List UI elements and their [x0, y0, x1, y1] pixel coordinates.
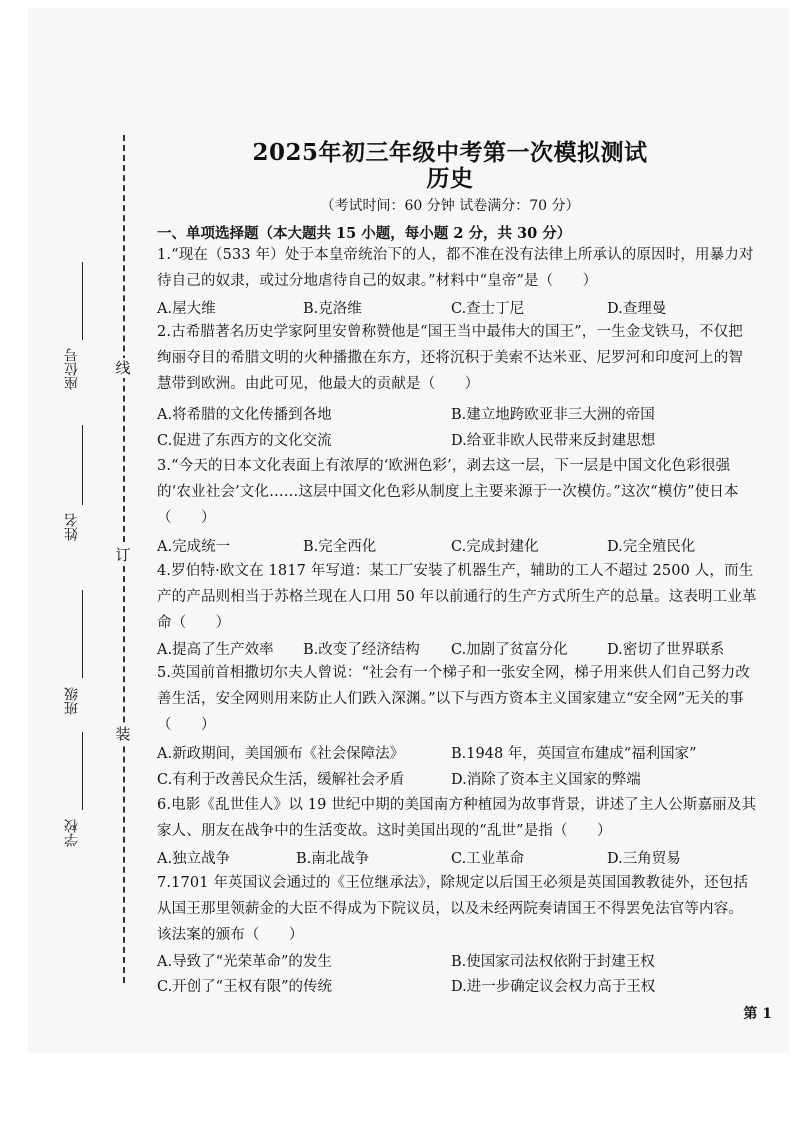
question-5-stem: 5.英国前首相撒切尔夫人曾说：“社会有一个梯子和一张安全网，梯子用来供人们自己努力改善生活，安全网则用来防止人们跌入深渊。”以下与西方资本主义国家建立“安全网”无关的事（ ） [157, 665, 751, 733]
question-2-stem: 2.古希腊著名历史学家阿里安曾称赞他是“国王当中最伟大的国王”，一生金戈铁马，不仅把绚丽夺目的希腊文明的火种播撒在东方，还将沉积于美索不达米亚、尼罗河和印度河上的智慧带到欧洲。由此可见，他最大的贡献是（ ） [157, 324, 743, 392]
exam-title: 2025年初三年级中考第一次模拟测试 [252, 139, 648, 166]
question-3-option-d[interactable]: D.完全殖民化 [607, 539, 696, 555]
question-4-stem: 4.罗伯特·欧文在 1817 年写道：某工厂安装了机器生产，辅助的工人不超过 2500 人，而生产的产品则相当于苏格兰现在人口用 50 年以前通行的生产方式所生产的总量。这表明工业革命（ ） [157, 563, 757, 631]
question-7-option-a[interactable]: A.导致了“光荣革命”的发生 [157, 954, 332, 970]
page-number: 第 1 [743, 1006, 772, 1022]
question-3-option-b[interactable]: B.完全西化 [303, 539, 377, 555]
question-6-option-d[interactable]: D.三角贸易 [607, 851, 681, 867]
question-5-option-d[interactable]: D.消除了资本主义国家的弊端 [451, 772, 641, 788]
question-4-option-a[interactable]: A.提高了生产效率 [157, 642, 274, 658]
question-4-option-d[interactable]: D.密切了世界联系 [607, 642, 725, 658]
question-1-option-a[interactable]: A.屋大维 [157, 301, 216, 317]
question-6-option-c[interactable]: C.工业革命 [451, 851, 525, 867]
question-3-option-c[interactable]: C.完成封建化 [451, 539, 539, 555]
question-5-option-c[interactable]: C.有利于改善民众生活，缓解社会矛盾 [157, 772, 405, 788]
question-4-option-c[interactable]: C.加剧了贫富分化 [451, 642, 568, 658]
question-2-option-d[interactable]: D.给亚非欧人民带来反封建思想 [451, 433, 656, 449]
name-label: 姓名 [64, 513, 80, 541]
seat-number-line [82, 262, 83, 340]
school-label: 学校 [64, 819, 80, 847]
binding-char-zhuang: 装 [115, 725, 131, 743]
question-3-stem: 3.“今天的日本文化表面上有浓厚的‘欧洲色彩’，剥去这一层，下一层是中国文化色彩很强的‘农业社会’文化……这层中国文化色彩从制度上主要来源于一次模仿。”这次“模仿”使日本（ ） [157, 458, 739, 526]
exam-info: （考试时间：60 分钟 试卷满分：70 分） [320, 198, 580, 214]
subject-title: 历史 [426, 165, 474, 192]
question-5-option-b[interactable]: B.1948 年，英国宣布建成“福利国家” [451, 746, 697, 762]
question-7-stem: 7.1701 年英国议会通过的《王位继承法》，除规定以后国王必须是英国国教教徒外，还包括从国王那里领薪金的大臣不得成为下院议员，以及未经两院奏请国王不得罢免法官等内容。该法案的颁布（ ） [157, 875, 749, 943]
question-1-option-c[interactable]: C.查士丁尼 [451, 301, 525, 317]
question-5-option-a[interactable]: A.新政期间，美国颁布《社会保障法》 [157, 746, 405, 762]
question-7-option-d[interactable]: D.进一步确定议会权力高于王权 [451, 979, 656, 995]
question-3-option-a[interactable]: A.完成统一 [157, 539, 231, 555]
name-line [82, 425, 83, 505]
question-7-option-c[interactable]: C.开创了“王权有限”的传统 [157, 979, 333, 995]
binding-char-ding: 订 [115, 546, 131, 564]
binding-char-xian: 线 [115, 359, 131, 377]
school-line [82, 732, 83, 810]
question-2-option-a[interactable]: A.将希腊的文化传播到各地 [157, 407, 332, 423]
question-4-option-b[interactable]: B.改变了经济结构 [303, 642, 420, 658]
question-2-option-c[interactable]: C.促进了东西方的文化交流 [157, 433, 332, 449]
question-2-option-b[interactable]: B.建立地跨欧亚非三大洲的帝国 [451, 407, 655, 423]
seat-number-label: 座位号 [64, 348, 80, 390]
question-6-option-a[interactable]: A.独立战争 [157, 851, 231, 867]
question-1-option-b[interactable]: B.克洛维 [303, 301, 362, 317]
question-1-option-d[interactable]: D.查理曼 [607, 301, 667, 317]
question-7-option-b[interactable]: B.使国家司法权依附于封建王权 [451, 954, 655, 970]
question-6-stem: 6.电影《乱世佳人》以 19 世纪中期的美国南方种植园为故事背景，讲述了主人公斯嘉丽及其家人、朋友在战争中的生活变故。这时美国出现的“乱世”是指（ ） [157, 797, 757, 839]
question-1-stem: 1.“现在（533 年）处于本皇帝统治下的人，都不准在没有法律上所承认的原因时，用暴力对待自己的奴隶，或过分地虐待自己的奴隶。”材料中“皇帝”是（ ） [157, 247, 754, 289]
class-line [82, 590, 83, 678]
class-label: 班级 [64, 687, 80, 715]
section-heading: 一、单项选择题（本大题共 15 小题，每小题 2 分，共 30 分） [157, 225, 572, 242]
question-6-option-b[interactable]: B.南北战争 [296, 851, 370, 867]
